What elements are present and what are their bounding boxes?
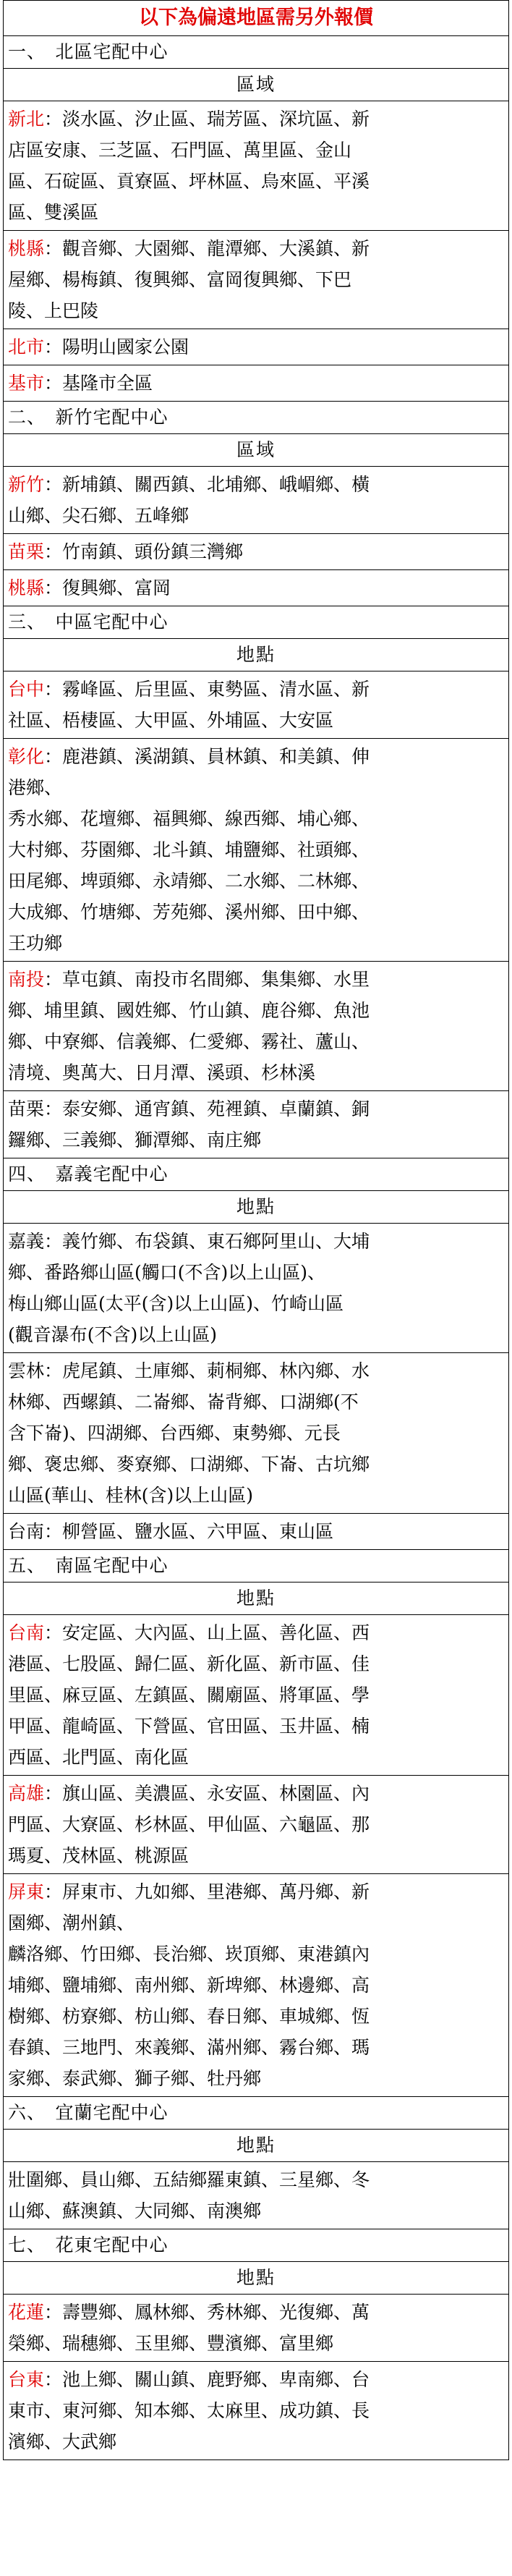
region-label: 雲林 (8, 1360, 45, 1381)
area-line: 西區、北門區、南化區 (8, 1747, 189, 1768)
region-label: 基市 (8, 373, 45, 394)
area-row (3, 329, 509, 365)
area-line: 含下崙)、四湖鄉、台西鄉、東勢鄉、元長 (8, 1423, 341, 1444)
area-line: (觀音瀑布(不含)以上山區) (8, 1324, 218, 1345)
area-line: 南投：草屯鎮、南投市名間鄉、集集鄉、水里 (8, 969, 370, 990)
remote-area-table (3, 0, 509, 2460)
column-header: 區域 (3, 433, 509, 466)
page-title: 以下為偏遠地區需另外報價 (3, 0, 509, 35)
area-line: 山鄉、尖石鄉、五峰鄉 (8, 505, 189, 526)
section-heading: 七、 花東宅配中心 (3, 2229, 509, 2261)
section-heading: 二、 新竹宅配中心 (3, 401, 509, 433)
area-line: 大村鄉、芬園鄉、北斗鎮、埔鹽鄉、社頭鄉、 (8, 839, 370, 860)
area-row (3, 1775, 509, 1873)
area-row (3, 533, 509, 569)
area-row (3, 466, 509, 533)
section-heading: 三、 中區宅配中心 (3, 606, 509, 638)
sections-container (3, 35, 509, 2460)
area-line: 新北：淡水區、汐止區、瑞芳區、深坑區、新 (8, 109, 370, 130)
area-row (3, 1513, 509, 1549)
area-line: 樹鄉、枋寮鄉、枋山鄉、春日鄉、車城鄉、恆 (8, 2006, 370, 2027)
area-line: 秀水鄉、花壇鄉、福興鄉、線西鄉、埔心鄉、 (8, 808, 370, 829)
area-line: 花蓮：壽豐鄉、鳳林鄉、秀林鄉、光復鄉、萬 (8, 2302, 370, 2323)
area-line: 屏東：屏東市、九如鄉、里港鄉、萬丹鄉、新 (8, 1881, 370, 1902)
area-line: 春鎮、三地門、來義鄉、滿州鄉、霧台鄉、瑪 (8, 2037, 370, 2058)
area-line: 東市、東河鄉、知本鄉、太麻里、成功鎮、長 (8, 2400, 370, 2421)
area-row (3, 2361, 509, 2460)
area-line: 濱鄉、大武鄉 (8, 2431, 117, 2452)
area-line: 里區、麻豆區、左鎮區、關廟區、將軍區、學 (8, 1685, 370, 1706)
region-label: 南投 (8, 969, 45, 990)
area-line: 北市：陽明山國家公園 (8, 336, 189, 357)
area-line: 新竹：新埔鎮、關西鎮、北埔鄉、峨嵋鄉、橫 (8, 474, 370, 495)
area-line: 麟洛鄉、竹田鄉、長治鄉、崁頂鄉、東港鎮內 (8, 1944, 370, 1965)
region-label: 嘉義 (8, 1231, 45, 1252)
area-line: 埔鄉、鹽埔鄉、南州鄉、新埤鄉、林邊鄉、高 (8, 1975, 370, 1996)
area-line: 山區(華山、桂林(含)以上山區) (8, 1485, 254, 1506)
region-label: 新北 (8, 109, 45, 130)
area-line: 園鄉、潮州鎮、 (8, 1912, 135, 1933)
area-line: 田尾鄉、埤頭鄉、永靖鄉、二水鄉、二林鄉、 (8, 870, 370, 891)
area-line: 大成鄉、竹塘鄉、芳苑鄉、溪州鄉、田中鄉、 (8, 902, 370, 923)
section-heading: 四、 嘉義宅配中心 (3, 1158, 509, 1190)
area-line: 台南：安定區、大內區、山上區、善化區、西 (8, 1622, 370, 1643)
column-header: 地點 (3, 2129, 509, 2161)
area-row (3, 365, 509, 401)
area-line: 王功鄉 (8, 933, 63, 954)
section-heading: 五、 南區宅配中心 (3, 1549, 509, 1582)
area-line: 區、石碇區、貢寮區、坪林區、烏來區、平溪 (8, 171, 370, 192)
region-label: 苗栗 (8, 541, 45, 562)
area-line: 梅山鄉山區(太平(含)以上山區)、竹崎山區 (8, 1293, 344, 1314)
area-line: 鄉、褒忠鄉、麥寮鄉、口湖鄉、下崙、古坑鄉 (8, 1454, 370, 1475)
area-row (3, 1614, 509, 1775)
region-label: 台南 (8, 1521, 45, 1542)
area-row (3, 101, 509, 230)
area-line: 壯圍鄉、員山鄉、五結鄉羅東鎮、三星鄉、冬 (8, 2169, 370, 2190)
area-line: 嘉義：義竹鄉、布袋鎮、東石鄉阿里山、大埔 (8, 1231, 370, 1252)
region-label: 台中 (8, 679, 45, 700)
area-row (3, 738, 509, 961)
region-label: 台南 (8, 1622, 45, 1643)
region-label: 北市 (8, 336, 45, 357)
area-line: 鄉、中寮鄉、信義鄉、仁愛鄉、霧社、蘆山、 (8, 1031, 370, 1052)
region-label: 新竹 (8, 474, 45, 495)
area-row (3, 569, 509, 606)
area-line: 家鄉、泰武鄉、獅子鄉、牡丹鄉 (8, 2068, 262, 2089)
area-line: 港鄉、 (8, 777, 63, 798)
area-line: 屋鄉、楊梅鎮、復興鄉、富岡復興鄉、下巴 (8, 269, 352, 290)
area-line: 苗栗：泰安鄉、通宵鎮、苑裡鎮、卓蘭鎮、銅 (8, 1098, 370, 1119)
area-line: 林鄉、西螺鎮、二崙鄉、崙背鄉、口湖鄉(不 (8, 1391, 359, 1412)
area-line: 苗栗：竹南鎮、頭份鎮三灣鄉 (8, 541, 244, 562)
area-line: 雲林：虎尾鎮、土庫鄉、莿桐鄉、林內鄉、水 (8, 1360, 370, 1381)
area-line: 店區安康、三芝區、石門區、萬里區、金山 (8, 140, 352, 161)
region-label: 台東 (8, 2369, 45, 2390)
region-label: 高雄 (8, 1783, 45, 1804)
area-line: 港區、七股區、歸仁區、新化區、新市區、佳 (8, 1653, 370, 1674)
area-line: 瑪夏、茂林區、桃源區 (8, 1845, 189, 1866)
area-line: 鄉、番路鄉山區(觸口(不含)以上山區)、 (8, 1262, 326, 1283)
section-heading: 六、 宜蘭宅配中心 (3, 2096, 509, 2129)
area-row (3, 2294, 509, 2361)
region-label: 苗栗 (8, 1098, 45, 1119)
area-row (3, 1873, 509, 2096)
area-row (3, 961, 509, 1090)
area-line: 區、雙溪區 (8, 202, 99, 223)
area-line: 山鄉、蘇澳鎮、大同鄉、南澳鄉 (8, 2200, 262, 2221)
area-line: 社區、梧棲區、大甲區、外埔區、大安區 (8, 710, 334, 731)
column-header: 地點 (3, 2261, 509, 2294)
area-line: 甲區、龍崎區、下營區、官田區、玉井區、楠 (8, 1716, 370, 1737)
area-row (3, 671, 509, 738)
region-label: 花蓮 (8, 2302, 45, 2323)
area-row (3, 1090, 509, 1158)
column-header: 區域 (3, 68, 509, 101)
region-label: 桃縣 (8, 577, 45, 598)
area-row (3, 1223, 509, 1352)
area-line: 鑼鄉、三義鄉、獅潭鄉、南庄鄉 (8, 1130, 262, 1151)
area-row (3, 230, 509, 329)
area-row (3, 2161, 509, 2229)
area-line: 台中：霧峰區、后里區、東勢區、清水區、新 (8, 679, 370, 700)
area-line: 清境、奧萬大、日月潭、溪頭、杉林溪 (8, 1062, 316, 1083)
column-header: 地點 (3, 638, 509, 671)
area-line: 台南：柳營區、鹽水區、六甲區、東山區 (8, 1521, 334, 1542)
section-heading: 一、 北區宅配中心 (3, 35, 509, 68)
region-label: 屏東 (8, 1881, 45, 1902)
area-line: 門區、大寮區、杉林區、甲仙區、六龜區、那 (8, 1814, 370, 1835)
area-line: 鄉、埔里鎮、國姓鄉、竹山鎮、鹿谷鄉、魚池 (8, 1000, 370, 1021)
column-header: 地點 (3, 1190, 509, 1223)
region-label: 彰化 (8, 746, 45, 767)
column-header: 地點 (3, 1582, 509, 1614)
area-row (3, 1352, 509, 1513)
area-line: 彰化：鹿港鎮、溪湖鎮、員林鎮、和美鎮、伸 (8, 746, 370, 767)
area-line: 基市：基隆市全區 (8, 373, 153, 394)
area-line: 榮鄉、瑞穗鄉、玉里鄉、豐濱鄉、富里鄉 (8, 2333, 334, 2354)
area-line: 高雄：旗山區、美濃區、永安區、林園區、內 (8, 1783, 370, 1804)
area-line: 陵、上巴陵 (8, 300, 99, 321)
region-label: 桃縣 (8, 238, 45, 259)
area-line: 台東：池上鄉、關山鎮、鹿野鄉、卑南鄉、台 (8, 2369, 370, 2390)
area-line: 桃縣：復興鄉、富岡 (8, 577, 171, 598)
area-line: 桃縣：觀音鄉、大園鄉、龍潭鄉、大溪鎮、新 (8, 238, 370, 259)
